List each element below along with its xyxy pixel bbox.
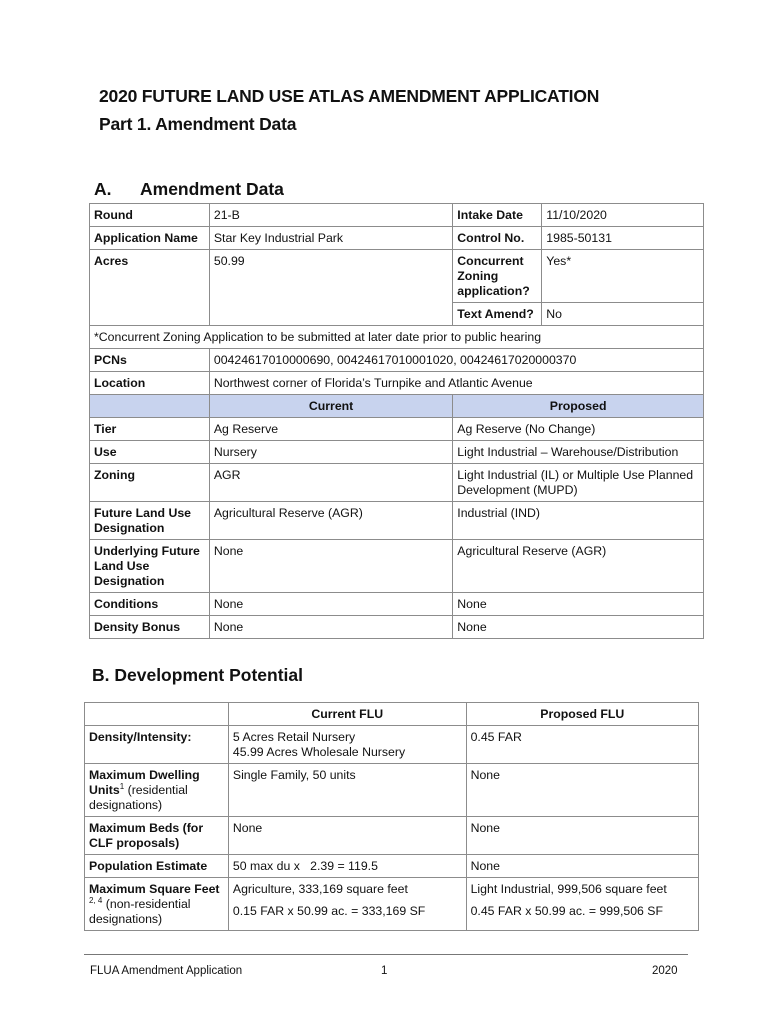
intake-date-label: Intake Date [453, 204, 542, 227]
table-row [85, 855, 699, 878]
density-current-line-2: 45.99 Acres Wholesale Nursery [232, 745, 406, 759]
sqft-proposed-line-1: Light Industrial, 999,506 square feet [470, 882, 667, 896]
application-name-label: Application Name [90, 227, 210, 250]
sqft-current-line-2: 0.15 FAR x 50.99 ac. = 333,169 SF [232, 904, 426, 918]
document-title: 2020 FUTURE LAND USE ATLAS AMENDMENT APPLICATION [99, 86, 600, 106]
row-current: None [209, 593, 452, 616]
table-row [90, 204, 704, 227]
row-proposed: Ag Reserve (No Change) [453, 418, 704, 441]
density-current [228, 726, 466, 764]
table-row [90, 227, 704, 250]
acres-label: Acres [90, 250, 210, 326]
max-square-feet-label [85, 878, 229, 931]
sqft-proposed-line-2: 0.45 FAR x 50.99 ac. = 999,506 SF [470, 904, 664, 918]
row-proposed: None [453, 616, 704, 639]
table-row [90, 540, 704, 593]
row-label: Conditions [90, 593, 210, 616]
table-row [90, 250, 704, 303]
row-label: Density Bonus [90, 616, 210, 639]
control-no-value: 1985-50131 [542, 227, 704, 250]
section-a-title: Amendment Data [140, 179, 284, 199]
section-a-heading [94, 179, 284, 200]
column-header-proposed: Proposed [453, 395, 704, 418]
page-number: 1 [381, 965, 388, 977]
header-blank [85, 703, 229, 726]
max-dwelling-units-label [85, 764, 229, 817]
row-label: Future Land Use Designation [90, 502, 210, 540]
sqft-note: (non-residential designations) [89, 897, 191, 926]
row-current: AGR [209, 464, 452, 502]
location-label: Location [90, 372, 210, 395]
text-amend-label: Text Amend? [453, 303, 542, 326]
document-subtitle: Part 1. Amendment Data [99, 114, 297, 134]
table-row [85, 726, 699, 764]
row-proposed: Agricultural Reserve (AGR) [453, 540, 704, 593]
table-row [90, 464, 704, 502]
dwelling-current: Single Family, 50 units [228, 764, 466, 817]
population-current: 50 max du x 2.39 = 119.5 [228, 855, 466, 878]
table-row [90, 372, 704, 395]
table-row [90, 616, 704, 639]
dwelling-footnote: 1 [119, 781, 125, 791]
row-proposed: Industrial (IND) [453, 502, 704, 540]
dwelling-proposed: None [466, 764, 698, 817]
amendment-data-table [89, 203, 704, 639]
location-value: Northwest corner of Florida’s Turnpike and Atlantic Avenue [209, 372, 703, 395]
table-row [90, 502, 704, 540]
development-potential-table [84, 702, 699, 931]
sqft-label-text: Maximum Square Feet [89, 882, 220, 896]
row-proposed: None [453, 593, 704, 616]
concurrent-zoning-note: *Concurrent Zoning Application to be submitted at later date prior to public hearing [90, 326, 704, 349]
density-intensity-label: Density/Intensity: [85, 726, 229, 764]
density-current-line-1: 5 Acres Retail Nursery [232, 730, 356, 744]
round-value: 21-B [209, 204, 452, 227]
table-row [90, 418, 704, 441]
population-proposed: None [466, 855, 698, 878]
row-proposed: Light Industrial (IL) or Multiple Use Planned Development (MUPD) [453, 464, 704, 502]
pcns-label: PCNs [90, 349, 210, 372]
section-a-number: A. [94, 179, 112, 199]
row-current: Nursery [209, 441, 452, 464]
sqft-footnote: 2, 4 [89, 895, 103, 905]
population-estimate-label: Population Estimate [85, 855, 229, 878]
round-label: Round [90, 204, 210, 227]
footer-year: 2020 [652, 965, 678, 977]
header-blank [90, 395, 210, 418]
footer-divider [84, 954, 688, 955]
max-beds-label: Maximum Beds (for CLF proposals) [85, 817, 229, 855]
row-label: Underlying Future Land Use Designation [90, 540, 210, 593]
sqft-current [228, 878, 466, 931]
row-current: Agricultural Reserve (AGR) [209, 502, 452, 540]
control-no-label: Control No. [453, 227, 542, 250]
column-header-current-flu: Current FLU [228, 703, 466, 726]
acres-value: 50.99 [209, 250, 452, 326]
table-row [90, 593, 704, 616]
table-row [85, 817, 699, 855]
row-label: Use [90, 441, 210, 464]
density-proposed: 0.45 FAR [466, 726, 698, 764]
row-current: None [209, 616, 452, 639]
text-amend-value: No [542, 303, 704, 326]
application-name-value: Star Key Industrial Park [209, 227, 452, 250]
section-b-heading: B. Development Potential [92, 665, 304, 685]
sqft-current-line-1: Agriculture, 333,169 square feet [232, 882, 408, 896]
row-proposed: Light Industrial – Warehouse/Distribution [453, 441, 704, 464]
table-row [90, 326, 704, 349]
column-header-current: Current [209, 395, 452, 418]
dwelling-note: (residential designations) [89, 783, 188, 812]
intake-date-value: 11/10/2020 [542, 204, 704, 227]
row-current: None [209, 540, 452, 593]
beds-current: None [228, 817, 466, 855]
concurrent-zoning-label: Concurrent Zoning application? [453, 250, 542, 303]
table-row [90, 349, 704, 372]
footer-left: FLUA Amendment Application [90, 965, 243, 977]
sqft-proposed [466, 878, 698, 931]
column-header-proposed-flu: Proposed FLU [466, 703, 698, 726]
row-current: Ag Reserve [209, 418, 452, 441]
concurrent-zoning-value: Yes* [542, 250, 704, 303]
table-row [90, 441, 704, 464]
beds-proposed: None [466, 817, 698, 855]
table-row [85, 878, 699, 931]
dwelling-label-text: Maximum Dwelling Units [89, 768, 200, 797]
row-label: Tier [90, 418, 210, 441]
row-label: Zoning [90, 464, 210, 502]
pcns-value: 00424617010000690, 00424617010001020, 00424617020000370 [209, 349, 703, 372]
table-header-row [90, 395, 704, 418]
table-header-row [85, 703, 699, 726]
table-row [85, 764, 699, 817]
